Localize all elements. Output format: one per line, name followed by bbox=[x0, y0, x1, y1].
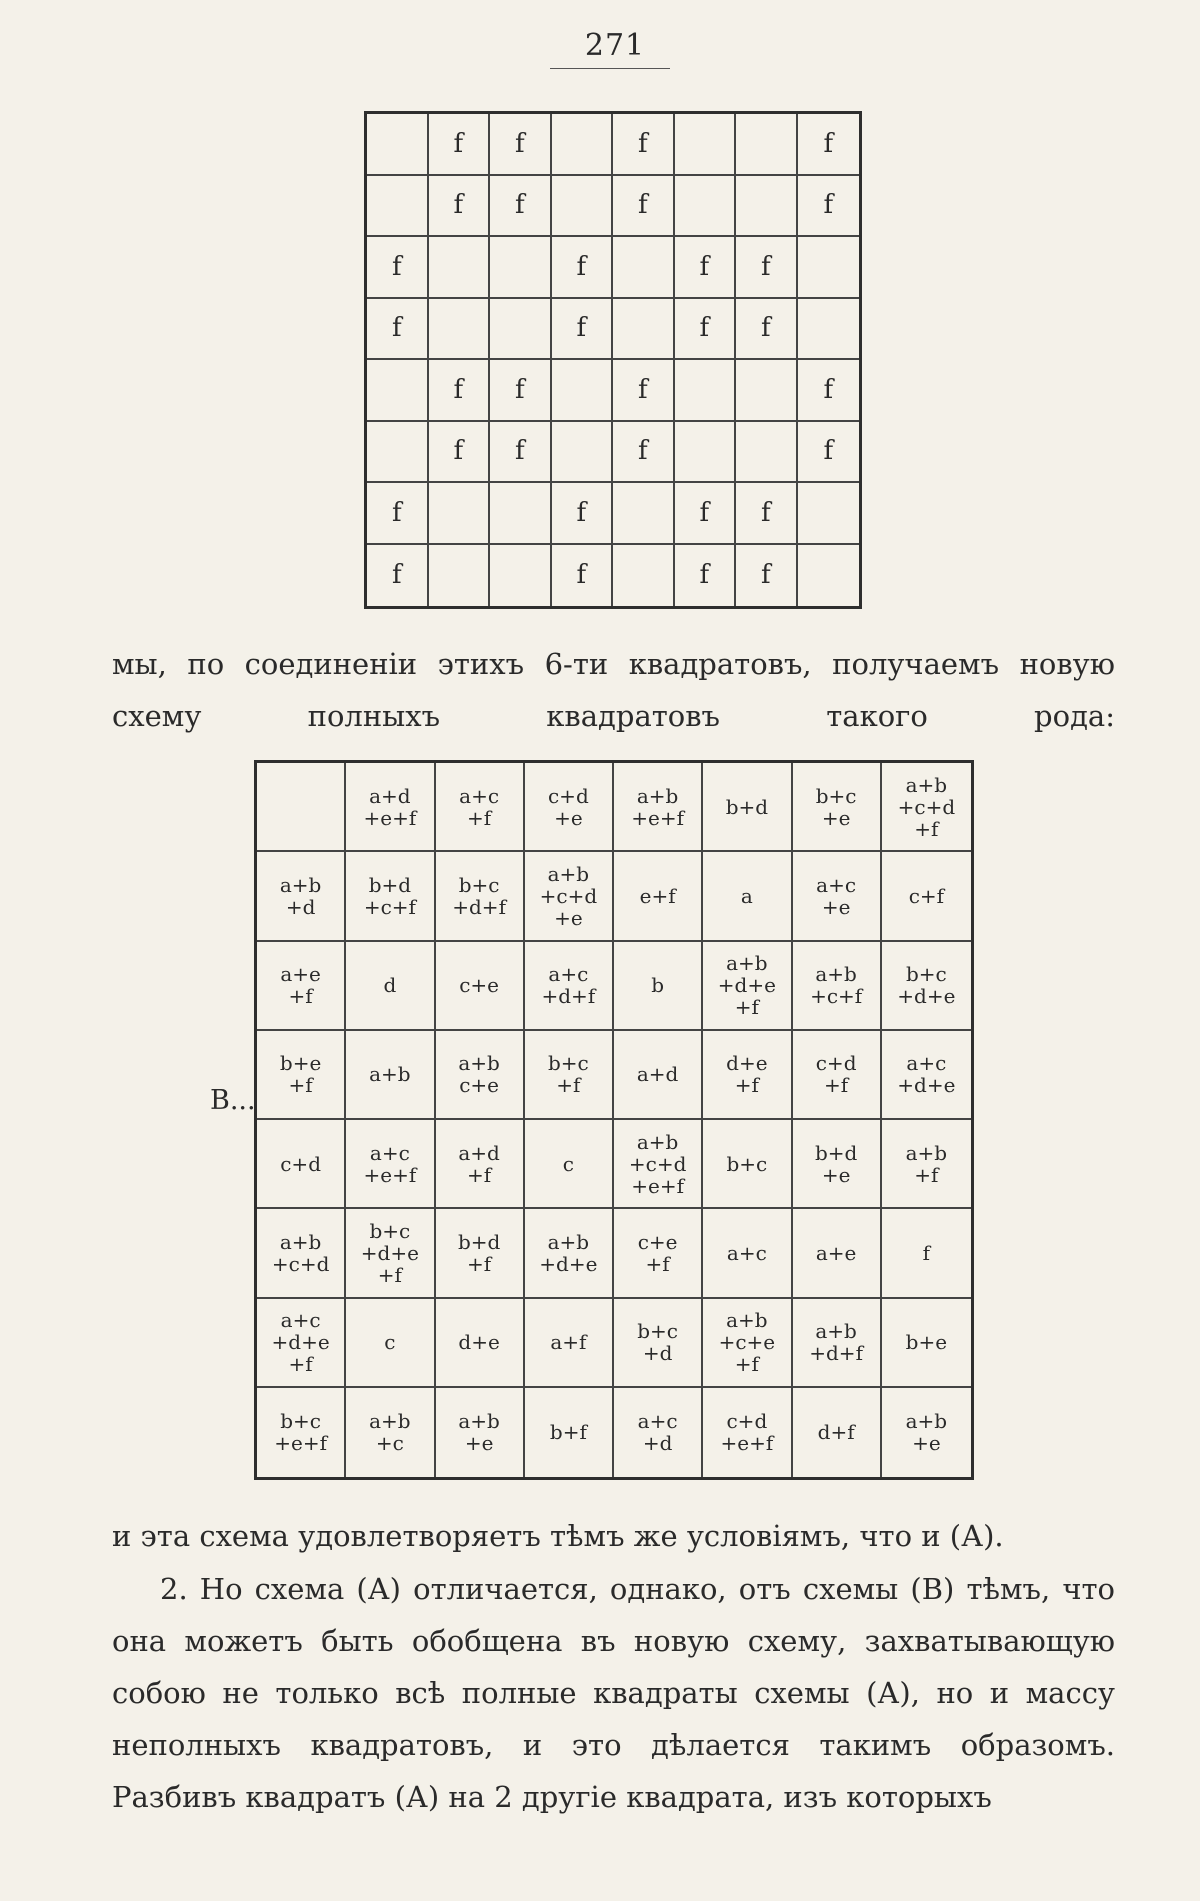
table-cell: a+b +c+d +e+f bbox=[614, 1120, 703, 1209]
table-cell: a+f bbox=[525, 1299, 614, 1388]
table-cell: f bbox=[736, 237, 798, 299]
table-cell: a+b +e bbox=[905, 1409, 948, 1456]
table-cell: f bbox=[490, 176, 552, 238]
table-cell: b+c +d+e +f bbox=[346, 1209, 435, 1298]
table-cell: b+c +d+e bbox=[882, 942, 971, 1031]
table-cell: e+f bbox=[614, 852, 703, 941]
table-cell: c bbox=[346, 1299, 435, 1388]
table-cell bbox=[552, 360, 614, 422]
table-cell: f bbox=[613, 422, 675, 484]
table-cell bbox=[675, 176, 737, 238]
table-cell bbox=[798, 237, 860, 299]
table-cell: a+c bbox=[703, 1209, 792, 1298]
table-cell bbox=[367, 422, 429, 484]
table-cell: b+c +d+f bbox=[436, 852, 525, 941]
paragraph-condition: и эта схема удовлетворяетъ тѣмъ же условiямъ, что и (А). bbox=[112, 1519, 1004, 1553]
table-cell bbox=[429, 237, 491, 299]
table-cell: a+c +f bbox=[436, 763, 525, 852]
table-cell: f bbox=[798, 176, 860, 238]
table-cell bbox=[675, 360, 737, 422]
table-cell: f bbox=[798, 360, 860, 422]
table-cell bbox=[367, 360, 429, 422]
page-number: 271 bbox=[584, 28, 646, 63]
table-cell: a+b +d+e +f bbox=[703, 942, 792, 1031]
table-cell: a+c +d+f bbox=[525, 942, 614, 1031]
table-cell: f bbox=[552, 237, 614, 299]
table-cell: b+e +f bbox=[257, 1031, 346, 1120]
table-cell: b+d +f bbox=[436, 1209, 525, 1298]
table-cell: a+c +d bbox=[614, 1388, 703, 1477]
table-cell: a+c +d+e +f bbox=[257, 1299, 346, 1388]
table-cell bbox=[490, 299, 552, 361]
table-cell: a+c +e bbox=[793, 852, 882, 941]
table-cell: f bbox=[675, 545, 737, 607]
table-cell: b+c +d bbox=[614, 1299, 703, 1388]
table-cell bbox=[736, 176, 798, 238]
table-cell: c bbox=[525, 1120, 614, 1209]
table-cell bbox=[798, 545, 860, 607]
table-cell bbox=[367, 114, 429, 176]
schema-b-table bbox=[254, 760, 974, 1480]
table-cell: d+e bbox=[436, 1299, 525, 1388]
table-cell: c+f bbox=[882, 852, 971, 941]
table-cell: f bbox=[798, 422, 860, 484]
table-cell: b+c +e bbox=[793, 763, 882, 852]
table-cell: a+e bbox=[793, 1209, 882, 1298]
table-cell bbox=[552, 114, 614, 176]
table-cell: a+c +d+e bbox=[882, 1031, 971, 1120]
table-cell: f bbox=[613, 114, 675, 176]
table-cell: d+f bbox=[793, 1388, 882, 1477]
schema-b-label: B... bbox=[210, 1085, 256, 1116]
paragraph-section-2: 2. Но схема (А) отличается, однако, отъ схемы (В) тѣмъ, что она можетъ быть обобщена въ новую схему, захватывающую собою не только всѣ полные квадраты схемы (А), но и массу неполныхъ квадратовъ, и это дѣлается такимъ образомъ. Разбивъ квадратъ (А) на 2 другiе квадрата, изъ которыхъ bbox=[112, 1572, 1115, 1814]
table-cell: d+e +f bbox=[703, 1031, 792, 1120]
table-cell bbox=[736, 422, 798, 484]
table-cell: f bbox=[367, 299, 429, 361]
table-cell: a+b c+e bbox=[436, 1031, 525, 1120]
table-cell: b+c +e+f bbox=[257, 1388, 346, 1477]
table-cell: a+c +e+f bbox=[346, 1120, 435, 1209]
table-cell: a bbox=[703, 852, 792, 941]
f-squares-table bbox=[364, 111, 862, 609]
table-cell: a+b +c+d +e bbox=[525, 852, 614, 941]
table-cell bbox=[429, 483, 491, 545]
table-cell: a+b +d+f bbox=[793, 1299, 882, 1388]
table-cell: f bbox=[367, 545, 429, 607]
table-cell: f bbox=[552, 483, 614, 545]
table-cell: b+d +c+f bbox=[346, 852, 435, 941]
table-cell: f bbox=[736, 483, 798, 545]
table-cell: a+e +f bbox=[257, 942, 346, 1031]
table-cell: f bbox=[798, 114, 860, 176]
table-cell: a+b +d bbox=[257, 852, 346, 941]
table-cell: a+b +c+f bbox=[793, 942, 882, 1031]
table-cell bbox=[613, 299, 675, 361]
table-cell: d bbox=[346, 942, 435, 1031]
table-cell: a+b +c+d bbox=[257, 1209, 346, 1298]
table-cell: b bbox=[614, 942, 703, 1031]
table-cell: a+b +f bbox=[882, 1120, 971, 1209]
table-cell: a+b bbox=[346, 1031, 435, 1120]
table-cell: f bbox=[490, 360, 552, 422]
table-cell: c+d +e bbox=[525, 763, 614, 852]
table-cell: a+d +f bbox=[436, 1120, 525, 1209]
table-cell bbox=[490, 545, 552, 607]
table-cell: f bbox=[736, 545, 798, 607]
table-cell: a+b +e bbox=[436, 1388, 525, 1477]
table-cell: a+b +d+e bbox=[525, 1209, 614, 1298]
table-cell: f bbox=[675, 237, 737, 299]
table-cell bbox=[736, 360, 798, 422]
table-cell bbox=[552, 422, 614, 484]
table-cell bbox=[490, 483, 552, 545]
page-number-rule bbox=[550, 68, 670, 69]
table-cell: c+e bbox=[436, 942, 525, 1031]
table-cell: f bbox=[613, 360, 675, 422]
table-cell: a+d +e+f bbox=[346, 763, 435, 852]
table-cell: c+d bbox=[257, 1120, 346, 1209]
table-cell: f bbox=[613, 176, 675, 238]
table-cell: f bbox=[429, 114, 491, 176]
table-cell: f bbox=[552, 545, 614, 607]
table-cell: b+c bbox=[703, 1120, 792, 1209]
table-cell: b+d +e bbox=[793, 1120, 882, 1209]
table-cell bbox=[736, 114, 798, 176]
table-cell bbox=[552, 176, 614, 238]
table-cell: f bbox=[490, 114, 552, 176]
table-cell: f bbox=[429, 422, 491, 484]
table-cell bbox=[613, 545, 675, 607]
table-cell: f bbox=[736, 299, 798, 361]
table-cell bbox=[429, 299, 491, 361]
table-cell bbox=[798, 483, 860, 545]
table-cell: f bbox=[429, 360, 491, 422]
table-cell: c+e +f bbox=[614, 1209, 703, 1298]
table-cell: b+c +f bbox=[525, 1031, 614, 1120]
table-cell: b+d bbox=[703, 763, 792, 852]
table-cell: f bbox=[675, 299, 737, 361]
table-cell: f bbox=[490, 422, 552, 484]
table-cell bbox=[429, 545, 491, 607]
table-cell bbox=[675, 422, 737, 484]
table-cell bbox=[613, 483, 675, 545]
table-cell bbox=[613, 237, 675, 299]
table-cell: a+b +c+d +f bbox=[882, 763, 971, 852]
table-cell: a+b +c+e +f bbox=[703, 1299, 792, 1388]
table-cell: b+f bbox=[525, 1388, 614, 1477]
table-cell: f bbox=[552, 299, 614, 361]
table-cell: b+e bbox=[882, 1299, 971, 1388]
table-cell: a+d bbox=[614, 1031, 703, 1120]
table-cell: f bbox=[882, 1209, 971, 1298]
table-cell: f bbox=[429, 176, 491, 238]
table-cell bbox=[257, 763, 346, 852]
table-cell: f bbox=[367, 483, 429, 545]
table-cell: c+d +e+f bbox=[703, 1388, 792, 1477]
table-cell bbox=[490, 237, 552, 299]
table-cell: a+b +e+f bbox=[614, 763, 703, 852]
table-cell bbox=[675, 114, 737, 176]
table-cell: f bbox=[367, 237, 429, 299]
table-cell bbox=[367, 176, 429, 238]
paragraph-schema-intro: мы, по соединенiи этихъ 6-ти квадратовъ, получаемъ новую схему полныхъ квадратовъ такого рода: bbox=[112, 647, 1115, 733]
table-cell: a+b +c bbox=[346, 1388, 435, 1477]
table-cell bbox=[798, 299, 860, 361]
table-cell: c+d +f bbox=[793, 1031, 882, 1120]
table-cell: f bbox=[675, 483, 737, 545]
